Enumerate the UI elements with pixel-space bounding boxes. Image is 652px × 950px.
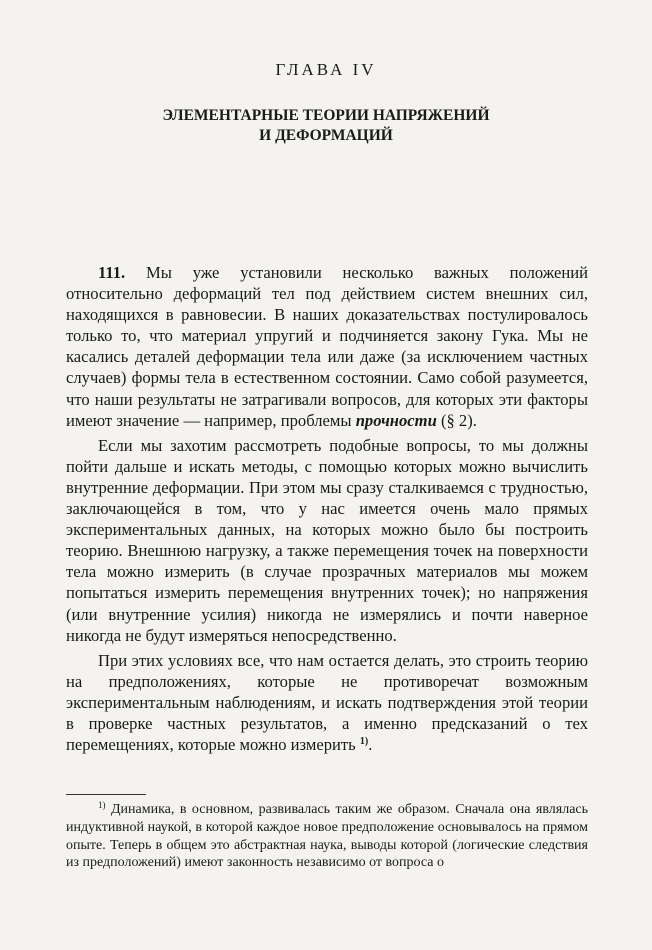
chapter-title-line-2: И ДЕФОРМАЦИЙ <box>259 127 393 144</box>
paragraph-1-text: Мы уже установили несколько важных положений относительно деформаций тел под действием систем внешних сил, находящихся в равновесии. В наших доказательствах постулировалось только то, что материал упругий и подчиняется закону Гука. Мы не касались деталей деформации тела или даже (за исключением частных случаев) формы тела в естественном состоянии. Само собой разумеется, что наши результаты не затрагивали вопросов, для которых эти факторы имеют значение — например, проблемы <box>66 263 588 430</box>
body-text <box>66 262 588 755</box>
footnote-text: Динамика, в основном, развивалась таким же образом. Сначала она являлась индуктивной наукой, в которой каждое новое предположение основывалось на прямом опыте. Теперь в общем это абстрактная наука, выводы которой (логические следствия из предположений) имеют законность независимо от вопроса о <box>66 802 588 871</box>
paragraph-1 <box>66 262 588 431</box>
footnote-reference: 1) <box>359 736 369 748</box>
paragraph-3-text: При этих условиях все, что нам остается делать, это строить теорию на предположениях, которые не противоречат возможным экспериментальным наблюдениям, и искать подтверждения этой теории в проверке частных результатов, а именно предсказаний о тех перемещениях, которые можно измерить <box>66 650 588 755</box>
footnote-separator <box>66 794 146 795</box>
paragraph-2: Если мы захотим рассмотреть подобные вопросы, то мы должны пойти дальше и искать методы, с помощью которых можно вычислить внутренние деформации. При этом мы сразу сталкиваемся с трудностью, заключающейся в том, что у нас имеется очень мало прямых экспериментальных данных, на которых можно было бы построить теорию. Внешнюю нагрузку, а также перемещения точек на поверхности тела можно измерить (в случае прозрачных материалов мы можем попытаться измерить перемещения внутренних точек); но напряжения (или внутренние усилия) никогда не измерялись и почти наверное никогда не будут измеряться непосредственно. <box>66 435 588 645</box>
section-number: 111. <box>98 263 126 282</box>
footnote-marker: 1) <box>98 800 106 810</box>
paragraph-3 <box>66 650 588 755</box>
chapter-title <box>0 106 652 146</box>
paragraph-1-end: (§ 2). <box>436 410 477 430</box>
emphasis-term: прочности <box>355 410 437 430</box>
footnote <box>66 801 588 872</box>
chapter-title-line-1: ЭЛЕМЕНТАРНЫЕ ТЕОРИИ НАПРЯЖЕНИЙ <box>162 107 490 124</box>
paragraph-3-end: . <box>368 735 373 755</box>
chapter-heading: ГЛАВА IV <box>275 60 377 79</box>
